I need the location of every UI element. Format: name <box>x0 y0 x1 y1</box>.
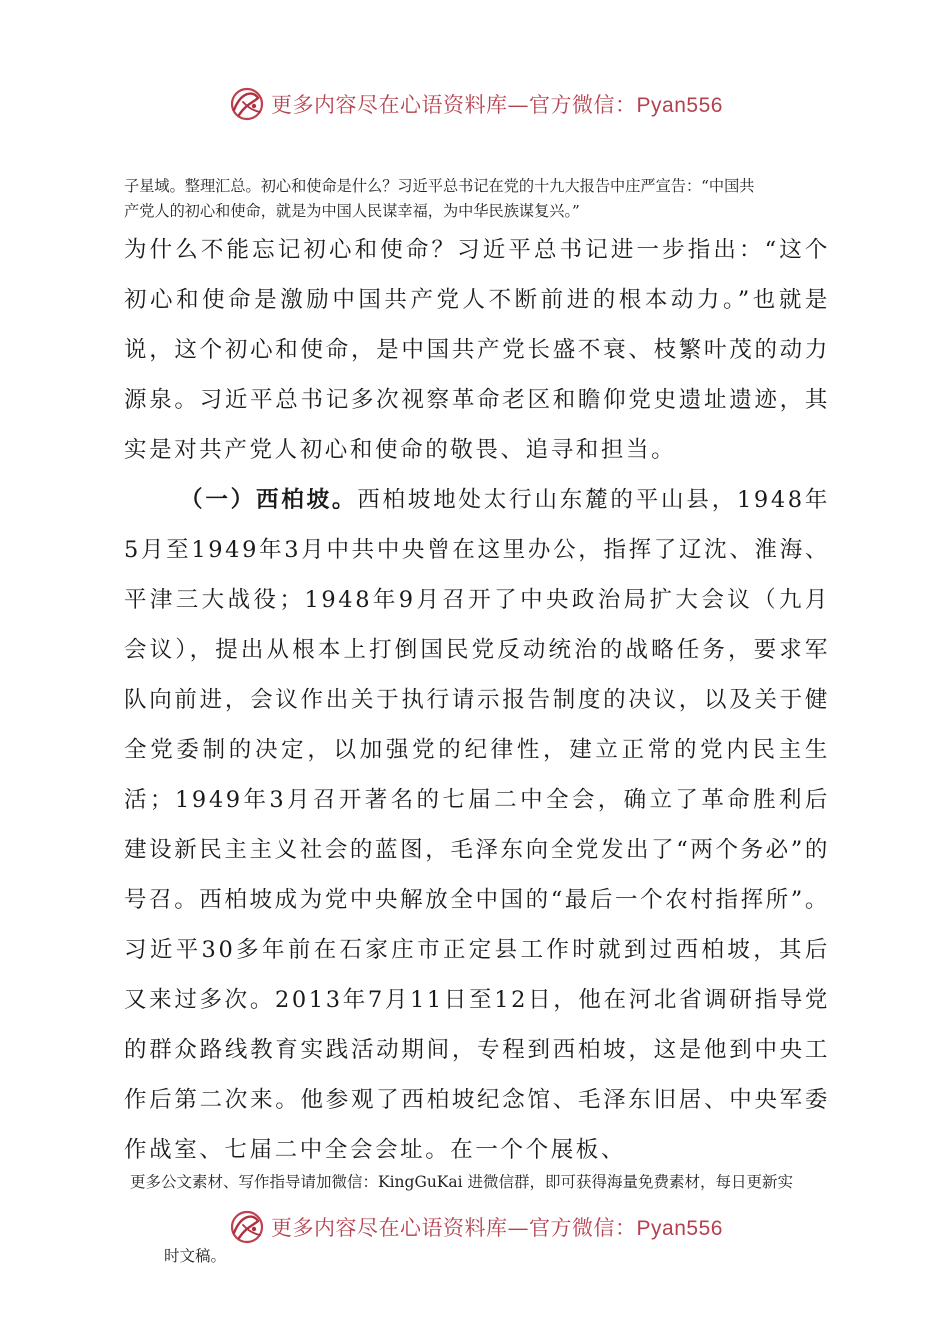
body-text <box>124 225 830 1175</box>
banner-contact: 官方微信： <box>529 1216 637 1240</box>
banner-contact: 官方微信： <box>529 93 637 117</box>
signature-logo-icon <box>227 84 267 124</box>
footer-note: 更多公文素材、写作指导请加微信：KingGuKai 进微信群，即可获得海量免费素材，每日更新实 <box>130 1173 794 1191</box>
signature-logo-icon <box>227 1207 267 1247</box>
intro-line: 产党人的初心和使命，就是为中国人民谋幸福，为中华民族谋复兴。” <box>124 202 580 220</box>
banner-handle: Pyan556 <box>636 94 723 117</box>
banner-title: 更多内容尽在心语资料库 <box>271 1216 508 1240</box>
footer-note-continued: 时文稿。 <box>164 1247 227 1265</box>
paragraph-2-text: 西柏坡地处太行山东麓的平山县，1948年5月至1949年3月中共中央曾在这里办公，指挥了辽沈、淮海、平津三大战役；1948年9月召开了中央政治局扩大会议（九月会议），提出从根本上打倒国民党反动统治的战略任务，要求军队向前进，会议作出关于执行请示报告制度的决议，以及关于健全党委制的决定，以加强党的纪律性，建立正常的党内民主生活；1949年3月召开著名的七届二中全会，确立了革命胜利后建设新民主主义社会的蓝图，毛泽东向全党发出了“两个务必”的号召。西柏坡成为党中央解放全中国的“最后一个农村指挥所”。习近平30多年前在石家庄市正定县工作时就到过西柏坡，其后又来过多次。2013年7月11日至12日，他在河北省调研指导党的群众路线教育实践活动期间，专程到西柏坡，这是他到中央工作后第二次来。他参观了西柏坡纪念馆、毛泽东旧居、中央军委作战室、七届二中全会会址。在一个个展板、 <box>124 487 830 1163</box>
banner-handle: Pyan556 <box>636 1217 723 1240</box>
paragraph-2 <box>124 475 830 1175</box>
banner-separator: — <box>507 93 530 117</box>
banner-separator: — <box>507 1216 530 1240</box>
header-banner <box>0 84 950 124</box>
footer-banner <box>0 1207 950 1247</box>
intro-text <box>124 174 834 224</box>
section-heading: （一）西柏坡。 <box>180 487 358 513</box>
paragraph-1: 为什么不能忘记初心和使命？习近平总书记进一步指出：“这个初心和使命是激励中国共产党人不断前进的根本动力。”也就是说，这个初心和使命，是中国共产党长盛不衰、枝繁叶茂的动力源泉。习近平总书记多次视察革命老区和瞻仰党史遗址遗迹，其实是对共产党人初心和使命的敬畏、追寻和担当。 <box>124 237 830 463</box>
banner-title: 更多内容尽在心语资料库 <box>271 93 508 117</box>
intro-line: 子星域。整理汇总。初心和使命是什么？习近平总书记在党的十九大报告中庄严宣告：“中国共 <box>124 177 755 195</box>
